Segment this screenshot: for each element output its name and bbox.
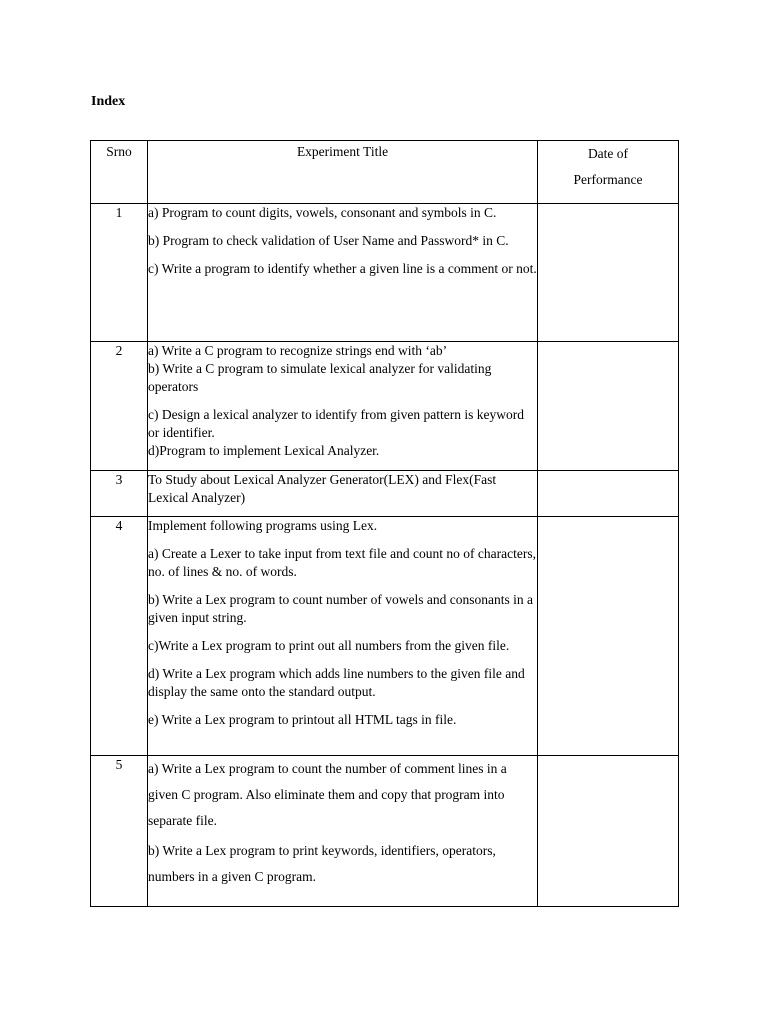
index-table [90,140,679,907]
cell-srno: 5 [91,756,148,907]
list-item: d) Write a Lex program which adds line numbers to the given file and display the same onto the standard output. [148,666,525,699]
cell-title [148,204,538,342]
table-row [91,204,679,342]
list-item: To Study about Lexical Analyzer Generator(LEX) and Flex(Fast Lexical Analyzer) [148,472,497,505]
list-item: c)Write a Lex program to print out all numbers from the given file. [148,638,510,653]
list-item: d)Program to implement Lexical Analyzer. [148,443,380,458]
cell-date [538,471,679,517]
list-item: b) Write a C program to simulate lexical analyzer for validating operators [148,361,492,394]
header-title: Experiment Title [148,141,538,204]
list-item: b) Write a Lex program to count number of vowels and consonants in a given input string. [148,592,533,625]
table-row [91,471,679,517]
cell-srno: 3 [91,471,148,517]
table-row [91,517,679,756]
list-item: b) Program to check validation of User Name and Password* in C. [148,233,509,248]
cell-date [538,517,679,756]
list-item: b) Write a Lex program to print keywords, identifiers, operators, numbers in a given C program. [148,843,496,884]
cell-srno: 1 [91,204,148,342]
list-item: a) Create a Lexer to take input from text file and count no of characters, no. of lines & no. of words. [148,546,536,579]
cell-title [148,517,538,756]
table-row [91,342,679,471]
cell-srno: 2 [91,342,148,471]
header-srno: Srno [91,141,148,204]
cell-date [538,756,679,907]
list-item: a) Program to count digits, vowels, consonant and symbols in C. [148,205,497,220]
table-row [91,756,679,907]
list-item: a) Write a C program to recognize strings end with ‘ab’ [148,343,448,358]
table-header-row [91,141,679,204]
list-item: c) Design a lexical analyzer to identify from given pattern is keyword or identifier. [148,407,524,440]
cell-title [148,756,538,907]
cell-title [148,471,538,517]
page-title: Index [91,94,126,109]
cell-title [148,342,538,471]
cell-date [538,342,679,471]
cell-srno: 4 [91,517,148,756]
list-item: a) Write a Lex program to count the number of comment lines in a given C program. Also eliminate them and copy that program into separate file. [148,761,507,828]
list-item: Implement following programs using Lex. [148,518,378,533]
list-item: c) Write a program to identify whether a given line is a comment or not. [148,261,537,276]
list-item: e) Write a Lex program to printout all HTML tags in file. [148,712,457,727]
cell-date [538,204,679,342]
header-date: Date of Performance [538,141,679,204]
